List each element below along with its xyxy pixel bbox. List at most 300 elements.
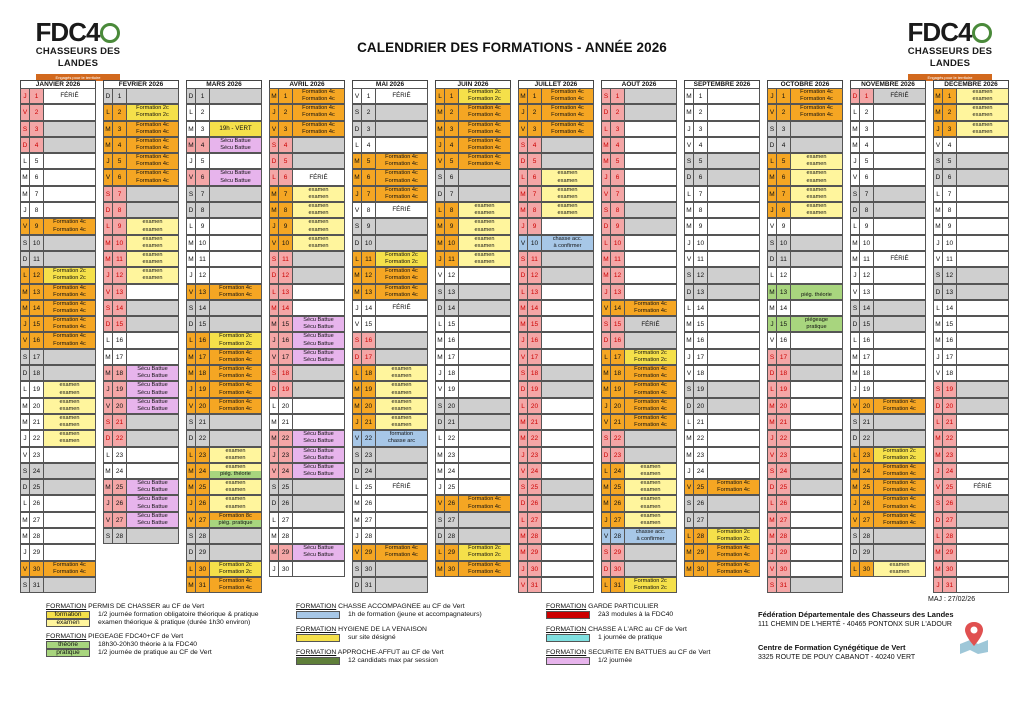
day-cell[interactable]: [850, 495, 926, 511]
day-cell[interactable]: [352, 300, 428, 316]
day-cell[interactable]: [601, 186, 677, 202]
day-cell[interactable]: [601, 398, 677, 414]
day-cell[interactable]: [20, 88, 96, 104]
day-cell[interactable]: [684, 169, 760, 185]
day-cell[interactable]: [269, 381, 345, 397]
day-cell[interactable]: [601, 332, 677, 348]
day-cell[interactable]: [518, 577, 594, 593]
day-cell[interactable]: [767, 495, 843, 511]
day-cell[interactable]: [352, 463, 428, 479]
day-cell[interactable]: [20, 381, 96, 397]
day-cell[interactable]: [352, 169, 428, 185]
day-cell[interactable]: [518, 447, 594, 463]
day-cell[interactable]: [352, 381, 428, 397]
day-cell[interactable]: [767, 267, 843, 283]
day-cell[interactable]: [352, 332, 428, 348]
day-cell[interactable]: [850, 218, 926, 234]
day-cell[interactable]: [601, 121, 677, 137]
day-cell[interactable]: [20, 512, 96, 528]
day-cell[interactable]: [103, 251, 179, 267]
day-cell[interactable]: [435, 365, 511, 381]
day-cell[interactable]: [767, 332, 843, 348]
day-cell[interactable]: [186, 577, 262, 593]
day-cell[interactable]: [518, 414, 594, 430]
day-cell[interactable]: [435, 544, 511, 560]
day-cell[interactable]: [850, 381, 926, 397]
day-cell[interactable]: [518, 202, 594, 218]
day-cell[interactable]: [352, 577, 428, 593]
day-cell[interactable]: [850, 349, 926, 365]
day-cell[interactable]: [933, 284, 1009, 300]
day-cell[interactable]: [767, 512, 843, 528]
day-cell[interactable]: [352, 479, 428, 495]
day-cell[interactable]: [850, 202, 926, 218]
day-cell[interactable]: [352, 398, 428, 414]
day-cell[interactable]: [269, 332, 345, 348]
day-cell[interactable]: [601, 169, 677, 185]
day-cell[interactable]: [601, 447, 677, 463]
day-cell[interactable]: [186, 137, 262, 153]
day-cell[interactable]: [103, 349, 179, 365]
day-cell[interactable]: [601, 561, 677, 577]
day-cell[interactable]: [186, 153, 262, 169]
day-cell[interactable]: [601, 349, 677, 365]
day-cell[interactable]: [269, 414, 345, 430]
day-cell[interactable]: [767, 447, 843, 463]
day-cell[interactable]: [684, 235, 760, 251]
day-cell[interactable]: [767, 235, 843, 251]
day-cell[interactable]: [103, 88, 179, 104]
day-cell[interactable]: [518, 284, 594, 300]
day-cell[interactable]: [103, 300, 179, 316]
day-cell[interactable]: [518, 88, 594, 104]
day-cell[interactable]: [767, 251, 843, 267]
day-cell[interactable]: [767, 544, 843, 560]
day-cell[interactable]: [933, 430, 1009, 446]
day-cell[interactable]: [269, 202, 345, 218]
day-cell[interactable]: [103, 398, 179, 414]
day-cell[interactable]: [352, 186, 428, 202]
day-cell[interactable]: [352, 235, 428, 251]
day-cell[interactable]: [601, 300, 677, 316]
day-cell[interactable]: [186, 267, 262, 283]
day-cell[interactable]: [20, 316, 96, 332]
day-cell[interactable]: [103, 479, 179, 495]
day-cell[interactable]: [518, 544, 594, 560]
day-cell[interactable]: [186, 365, 262, 381]
day-cell[interactable]: [518, 512, 594, 528]
day-cell[interactable]: [20, 544, 96, 560]
day-cell[interactable]: [850, 186, 926, 202]
day-cell[interactable]: [352, 218, 428, 234]
day-cell[interactable]: [518, 528, 594, 544]
day-cell[interactable]: [601, 104, 677, 120]
day-cell[interactable]: [435, 169, 511, 185]
day-cell[interactable]: [103, 430, 179, 446]
day-cell[interactable]: [767, 349, 843, 365]
day-cell[interactable]: [601, 479, 677, 495]
day-cell[interactable]: [352, 447, 428, 463]
day-cell[interactable]: [767, 153, 843, 169]
day-cell[interactable]: [435, 300, 511, 316]
day-cell[interactable]: [684, 202, 760, 218]
day-cell[interactable]: [684, 300, 760, 316]
day-cell[interactable]: [186, 88, 262, 104]
day-cell[interactable]: [767, 300, 843, 316]
day-cell[interactable]: [435, 561, 511, 577]
day-cell[interactable]: [435, 528, 511, 544]
day-cell[interactable]: [269, 88, 345, 104]
day-cell[interactable]: [20, 251, 96, 267]
day-cell[interactable]: [269, 447, 345, 463]
day-cell[interactable]: [269, 267, 345, 283]
day-cell[interactable]: [20, 447, 96, 463]
day-cell[interactable]: [435, 202, 511, 218]
day-cell[interactable]: [933, 463, 1009, 479]
day-cell[interactable]: [767, 365, 843, 381]
day-cell[interactable]: [269, 316, 345, 332]
day-cell[interactable]: [103, 153, 179, 169]
day-cell[interactable]: [684, 316, 760, 332]
day-cell[interactable]: [435, 267, 511, 283]
day-cell[interactable]: [601, 414, 677, 430]
day-cell[interactable]: [601, 218, 677, 234]
day-cell[interactable]: [601, 202, 677, 218]
day-cell[interactable]: [435, 332, 511, 348]
day-cell[interactable]: [269, 137, 345, 153]
day-cell[interactable]: [684, 479, 760, 495]
day-cell[interactable]: [850, 121, 926, 137]
day-cell[interactable]: [684, 381, 760, 397]
day-cell[interactable]: [684, 398, 760, 414]
day-cell[interactable]: [352, 349, 428, 365]
day-cell[interactable]: [435, 218, 511, 234]
day-cell[interactable]: [933, 447, 1009, 463]
day-cell[interactable]: [352, 121, 428, 137]
day-cell[interactable]: [767, 137, 843, 153]
day-cell[interactable]: [352, 561, 428, 577]
day-cell[interactable]: [20, 463, 96, 479]
day-cell[interactable]: [684, 495, 760, 511]
day-cell[interactable]: [518, 463, 594, 479]
day-cell[interactable]: [186, 202, 262, 218]
day-cell[interactable]: [20, 121, 96, 137]
day-cell[interactable]: [767, 561, 843, 577]
day-cell[interactable]: [933, 528, 1009, 544]
day-cell[interactable]: [850, 430, 926, 446]
day-cell[interactable]: [20, 300, 96, 316]
day-cell[interactable]: [518, 479, 594, 495]
day-cell[interactable]: [933, 381, 1009, 397]
day-cell[interactable]: [20, 104, 96, 120]
day-cell[interactable]: [933, 577, 1009, 593]
day-cell[interactable]: [352, 202, 428, 218]
day-cell[interactable]: [518, 235, 594, 251]
day-cell[interactable]: [767, 381, 843, 397]
day-cell[interactable]: [186, 218, 262, 234]
day-cell[interactable]: [601, 267, 677, 283]
day-cell[interactable]: [684, 544, 760, 560]
day-cell[interactable]: [518, 349, 594, 365]
day-cell[interactable]: [601, 235, 677, 251]
day-cell[interactable]: [684, 121, 760, 137]
day-cell[interactable]: [933, 479, 1009, 495]
day-cell[interactable]: [186, 430, 262, 446]
day-cell[interactable]: [684, 218, 760, 234]
day-cell[interactable]: [933, 512, 1009, 528]
day-cell[interactable]: [601, 463, 677, 479]
day-cell[interactable]: [601, 137, 677, 153]
day-cell[interactable]: [20, 284, 96, 300]
day-cell[interactable]: [269, 479, 345, 495]
day-cell[interactable]: [103, 169, 179, 185]
day-cell[interactable]: [435, 235, 511, 251]
day-cell[interactable]: [352, 104, 428, 120]
day-cell[interactable]: [269, 463, 345, 479]
day-cell[interactable]: [601, 512, 677, 528]
day-cell[interactable]: [435, 479, 511, 495]
day-cell[interactable]: [435, 88, 511, 104]
day-cell[interactable]: [601, 365, 677, 381]
day-cell[interactable]: [435, 414, 511, 430]
day-cell[interactable]: [684, 332, 760, 348]
day-cell[interactable]: [850, 235, 926, 251]
day-cell[interactable]: [269, 169, 345, 185]
day-cell[interactable]: [435, 153, 511, 169]
day-cell[interactable]: [20, 414, 96, 430]
day-cell[interactable]: [684, 251, 760, 267]
day-cell[interactable]: [684, 267, 760, 283]
day-cell[interactable]: [103, 186, 179, 202]
day-cell[interactable]: [601, 381, 677, 397]
day-cell[interactable]: [518, 316, 594, 332]
day-cell[interactable]: [518, 398, 594, 414]
day-cell[interactable]: [20, 479, 96, 495]
day-cell[interactable]: [103, 316, 179, 332]
day-cell[interactable]: [767, 414, 843, 430]
day-cell[interactable]: [186, 235, 262, 251]
day-cell[interactable]: [684, 284, 760, 300]
day-cell[interactable]: [352, 153, 428, 169]
day-cell[interactable]: [518, 218, 594, 234]
day-cell[interactable]: [933, 316, 1009, 332]
day-cell[interactable]: [352, 137, 428, 153]
day-cell[interactable]: [20, 495, 96, 511]
day-cell[interactable]: [186, 104, 262, 120]
day-cell[interactable]: [518, 169, 594, 185]
day-cell[interactable]: [103, 137, 179, 153]
day-cell[interactable]: [269, 284, 345, 300]
day-cell[interactable]: [269, 430, 345, 446]
day-cell[interactable]: [933, 365, 1009, 381]
day-cell[interactable]: [20, 267, 96, 283]
day-cell[interactable]: [684, 186, 760, 202]
day-cell[interactable]: [933, 561, 1009, 577]
day-cell[interactable]: [103, 104, 179, 120]
day-cell[interactable]: [20, 398, 96, 414]
day-cell[interactable]: [518, 332, 594, 348]
day-cell[interactable]: [20, 202, 96, 218]
day-cell[interactable]: [20, 365, 96, 381]
day-cell[interactable]: [601, 153, 677, 169]
day-cell[interactable]: [933, 202, 1009, 218]
day-cell[interactable]: [435, 251, 511, 267]
day-cell[interactable]: [103, 528, 179, 544]
day-cell[interactable]: [850, 316, 926, 332]
day-cell[interactable]: [186, 561, 262, 577]
day-cell[interactable]: [186, 284, 262, 300]
day-cell[interactable]: [352, 316, 428, 332]
day-cell[interactable]: [186, 414, 262, 430]
day-cell[interactable]: [435, 186, 511, 202]
day-cell[interactable]: [933, 267, 1009, 283]
day-cell[interactable]: [850, 447, 926, 463]
day-cell[interactable]: [767, 577, 843, 593]
day-cell[interactable]: [435, 512, 511, 528]
day-cell[interactable]: [186, 544, 262, 560]
day-cell[interactable]: [269, 349, 345, 365]
day-cell[interactable]: [518, 561, 594, 577]
day-cell[interactable]: [601, 88, 677, 104]
day-cell[interactable]: [601, 430, 677, 446]
day-cell[interactable]: [435, 104, 511, 120]
day-cell[interactable]: [767, 169, 843, 185]
day-cell[interactable]: [601, 316, 677, 332]
day-cell[interactable]: [684, 463, 760, 479]
day-cell[interactable]: [186, 169, 262, 185]
day-cell[interactable]: [186, 300, 262, 316]
day-cell[interactable]: [601, 251, 677, 267]
day-cell[interactable]: [435, 398, 511, 414]
day-cell[interactable]: [269, 235, 345, 251]
day-cell[interactable]: [518, 365, 594, 381]
day-cell[interactable]: [850, 153, 926, 169]
day-cell[interactable]: [435, 137, 511, 153]
day-cell[interactable]: [684, 88, 760, 104]
day-cell[interactable]: [103, 121, 179, 137]
day-cell[interactable]: [767, 104, 843, 120]
day-cell[interactable]: [850, 104, 926, 120]
day-cell[interactable]: [186, 447, 262, 463]
day-cell[interactable]: [684, 414, 760, 430]
day-cell[interactable]: [269, 544, 345, 560]
day-cell[interactable]: [518, 381, 594, 397]
day-cell[interactable]: [767, 479, 843, 495]
day-cell[interactable]: [850, 137, 926, 153]
day-cell[interactable]: [518, 153, 594, 169]
day-cell[interactable]: [186, 528, 262, 544]
day-cell[interactable]: [103, 202, 179, 218]
day-cell[interactable]: [518, 251, 594, 267]
day-cell[interactable]: [186, 479, 262, 495]
day-cell[interactable]: [850, 414, 926, 430]
day-cell[interactable]: [933, 495, 1009, 511]
day-cell[interactable]: [103, 284, 179, 300]
day-cell[interactable]: [601, 528, 677, 544]
day-cell[interactable]: [601, 495, 677, 511]
day-cell[interactable]: [518, 267, 594, 283]
day-cell[interactable]: [103, 512, 179, 528]
day-cell[interactable]: [767, 284, 843, 300]
day-cell[interactable]: [684, 349, 760, 365]
day-cell[interactable]: [850, 88, 926, 104]
day-cell[interactable]: [850, 544, 926, 560]
day-cell[interactable]: [186, 332, 262, 348]
day-cell[interactable]: [601, 577, 677, 593]
day-cell[interactable]: [684, 430, 760, 446]
day-cell[interactable]: [933, 544, 1009, 560]
day-cell[interactable]: [850, 169, 926, 185]
day-cell[interactable]: [850, 398, 926, 414]
day-cell[interactable]: [850, 528, 926, 544]
day-cell[interactable]: [518, 300, 594, 316]
day-cell[interactable]: [269, 121, 345, 137]
day-cell[interactable]: [20, 528, 96, 544]
day-cell[interactable]: [933, 218, 1009, 234]
day-cell[interactable]: [352, 512, 428, 528]
day-cell[interactable]: [933, 398, 1009, 414]
day-cell[interactable]: [435, 381, 511, 397]
day-cell[interactable]: [850, 561, 926, 577]
day-cell[interactable]: [933, 251, 1009, 267]
day-cell[interactable]: [103, 495, 179, 511]
day-cell[interactable]: [850, 332, 926, 348]
day-cell[interactable]: [684, 137, 760, 153]
day-cell[interactable]: [933, 300, 1009, 316]
day-cell[interactable]: [518, 104, 594, 120]
day-cell[interactable]: [767, 121, 843, 137]
day-cell[interactable]: [20, 561, 96, 577]
day-cell[interactable]: [435, 447, 511, 463]
day-cell[interactable]: [269, 300, 345, 316]
day-cell[interactable]: [269, 153, 345, 169]
day-cell[interactable]: [684, 365, 760, 381]
day-cell[interactable]: [352, 430, 428, 446]
day-cell[interactable]: [601, 284, 677, 300]
day-cell[interactable]: [435, 495, 511, 511]
day-cell[interactable]: [103, 235, 179, 251]
day-cell[interactable]: [850, 267, 926, 283]
day-cell[interactable]: [352, 251, 428, 267]
day-cell[interactable]: [933, 332, 1009, 348]
day-cell[interactable]: [933, 235, 1009, 251]
day-cell[interactable]: [850, 300, 926, 316]
day-cell[interactable]: [435, 430, 511, 446]
day-cell[interactable]: [435, 463, 511, 479]
day-cell[interactable]: [186, 349, 262, 365]
day-cell[interactable]: [20, 235, 96, 251]
day-cell[interactable]: [186, 512, 262, 528]
day-cell[interactable]: [269, 251, 345, 267]
day-cell[interactable]: [684, 104, 760, 120]
day-cell[interactable]: [435, 284, 511, 300]
day-cell[interactable]: [352, 365, 428, 381]
day-cell[interactable]: [186, 463, 262, 479]
day-cell[interactable]: [684, 561, 760, 577]
day-cell[interactable]: [518, 121, 594, 137]
day-cell[interactable]: [352, 88, 428, 104]
day-cell[interactable]: [518, 430, 594, 446]
day-cell[interactable]: [103, 332, 179, 348]
day-cell[interactable]: [103, 365, 179, 381]
day-cell[interactable]: [850, 479, 926, 495]
day-cell[interactable]: [933, 137, 1009, 153]
day-cell[interactable]: [186, 186, 262, 202]
day-cell[interactable]: [767, 528, 843, 544]
day-cell[interactable]: [186, 381, 262, 397]
day-cell[interactable]: [933, 153, 1009, 169]
day-cell[interactable]: [435, 316, 511, 332]
